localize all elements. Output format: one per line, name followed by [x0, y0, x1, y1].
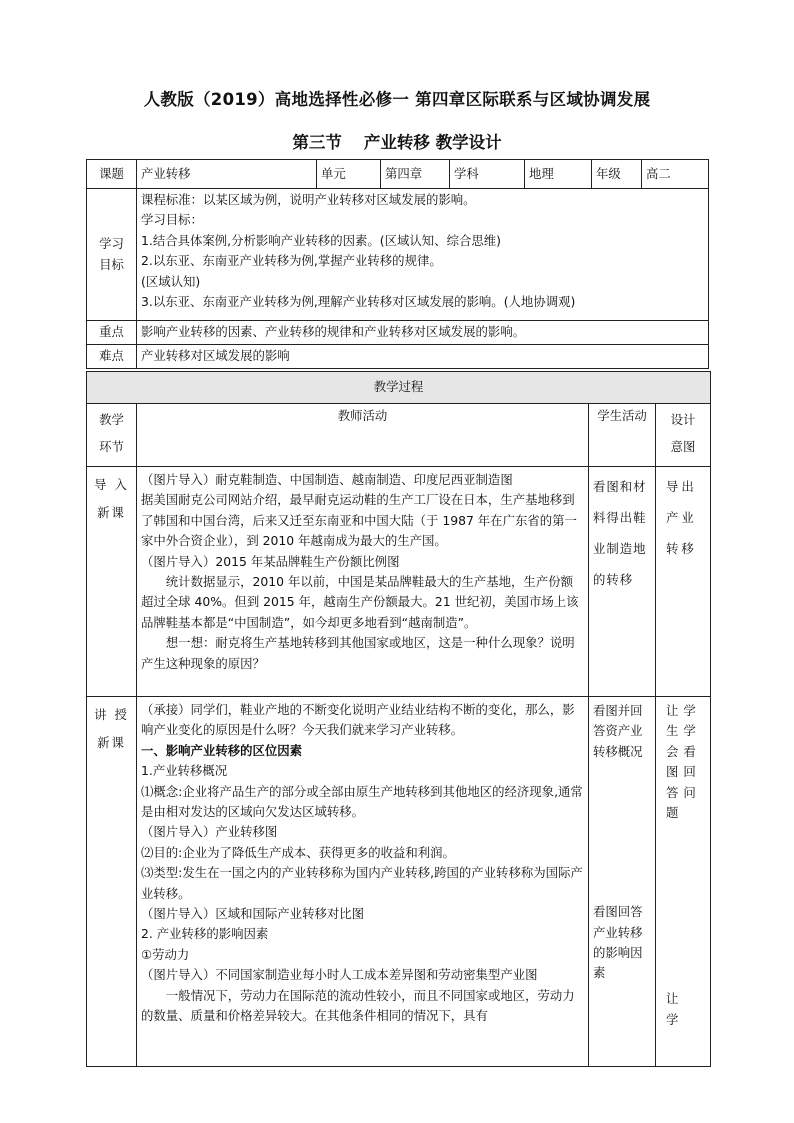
teacher-paragraph: ⑴概念:企业将产品生产的部分或全部由原生产地转移到其他地区的经济现象,通常是由相对发达的区域向欠发达区域转移。: [141, 783, 583, 820]
lecture-student: [589, 697, 656, 1067]
teacher-paragraph: 统计数据显示，2010 年以前，中国是某品牌鞋最大的生产基地，生产份额超过全球 40%。但到 2015 年，越南生产份额最大。21 世纪初，美国市场上该品牌鞋基本都是“中国制造”，如今却更多地看到“越南制造”。: [141, 574, 579, 630]
teacher-paragraph: （图片导入）不同国家制造业每小时人工成本差异图和劳动密集型产业图: [141, 967, 538, 983]
teacher-paragraph: 据美国耐克公司网站介绍，最早耐克运动鞋的生产工厂设在日本，生产基地移到了韩国和中国台湾，后来又迁至东南亚和中国大陆（于 1987 年在广东省的第一家中外合资企业），到 2010 年越南成为最大的生产国。: [141, 492, 577, 549]
process-table: [86, 371, 711, 1067]
grade-value: 高二: [642, 160, 709, 189]
lecture-stage: 讲 授 新课: [87, 697, 137, 1067]
teacher-paragraph: 2. 产业转移的影响因素: [141, 926, 269, 942]
student-activity: 看图并回答资产业转移概况: [593, 703, 643, 759]
teacher-paragraph: 1.产业转移概况: [141, 763, 228, 779]
subject-label: 学科: [450, 160, 525, 189]
key-row: [87, 321, 709, 345]
goals-body: [137, 189, 709, 321]
grade-label: 年级: [592, 160, 642, 189]
teacher-paragraph: ①劳动力: [141, 946, 190, 962]
teacher-paragraph: （图片导入）耐克鞋制造、中国制造、越南制造、印度尼西亚制造图: [141, 472, 513, 487]
key-label: 重点: [87, 321, 137, 345]
section-number: 第三节: [292, 133, 342, 152]
design-intent: 让 学: [666, 991, 684, 1027]
goals-line: 1.结合具体案例,分析影响产业转移的因素。(区域认知、综合思维): [141, 232, 501, 248]
teacher-paragraph: ⑵目的:企业为了降低生产成本、获得更多的收益和利润。: [141, 844, 455, 860]
intro-stage: 导 入 新课: [87, 467, 137, 697]
topic-value: 产业转移: [137, 160, 317, 189]
intro-teacher: [137, 467, 589, 697]
column-header-row: [87, 404, 711, 467]
unit-label: 单元: [317, 160, 381, 189]
intro-student: 看图和材料得出鞋业制造地的转移: [589, 467, 656, 697]
teacher-paragraph: （图片导入）2015 年某品牌鞋生产份额比例图: [141, 553, 400, 569]
lecture-design: [656, 697, 711, 1067]
section-name: 产业转移 教学设计: [363, 133, 502, 152]
goals-line: 2.以东亚、东南亚产业转移为例,掌握产业转移的规律。: [141, 253, 442, 269]
design-intent: 让学生学会看图回答问题: [666, 703, 701, 821]
intro-design: 导出产业转移: [656, 467, 711, 697]
info-row: [87, 160, 709, 189]
key-text: 影响产业转移的因素、产业转移的规律和产业转移对区域发展的影响。: [137, 321, 709, 345]
goals-row: [87, 189, 709, 321]
teacher-paragraph: （图片导入）产业转移图: [141, 824, 278, 840]
process-header-row: [87, 372, 711, 404]
goals-label: 学习 目标: [87, 189, 137, 321]
difficulty-text: 产业转移对区域发展的影响: [137, 345, 709, 369]
intro-row: [87, 467, 711, 697]
lesson-info-table: [86, 159, 709, 369]
student-activity: 看图回答产业转移的影响因素: [593, 904, 643, 981]
topic-label: 课题: [87, 160, 137, 189]
subject-value: 地理: [525, 160, 592, 189]
teacher-paragraph: （图片导入）区域和国际产业转移对比图: [141, 906, 365, 922]
teacher-paragraph: （承接）同学们，鞋业产地的不断变化说明产业结业结构不断的变化，那么，影响产业变化的原因是什么呀？今天我们就来学习产业转移。: [141, 702, 575, 738]
section-heading: 一、影响产业转移的区位因素: [141, 742, 303, 758]
teacher-paragraph: 想一想：耐克将生产基地转移到其他国家或地区，这是一种什么现象？说明产生这种现象的原因？: [141, 635, 575, 671]
unit-value: 第四章: [381, 160, 450, 189]
document-title: 人教版（2019）高地选择性必修一 第四章区际联系与区域协调发展: [143, 90, 651, 109]
lecture-row: [87, 697, 711, 1067]
col-teacher: 教师活动: [137, 404, 589, 467]
difficulty-label: 难点: [87, 345, 137, 369]
teacher-paragraph: ⑶类型:发生在一国之内的产业转移称为国内产业转移,跨国的产业转移称为国际产业转移。: [141, 865, 583, 901]
goals-line: 3.以东亚、东南亚产业转移为例,理解产业转移对区域发展的影响。(人地协调观): [141, 294, 576, 310]
goals-line: (区域认知): [141, 273, 201, 289]
difficulty-row: [87, 345, 709, 369]
col-student: 学生活动: [589, 404, 656, 467]
process-header: 教学过程: [87, 372, 711, 404]
col-design: 设计 意图: [656, 404, 711, 467]
teacher-paragraph: 一般情况下，劳动力在国际范的流动性较小，而且不同国家或地区，劳动力的数量、质量和价格差异较大。在其他条件相同的情况下，具有: [141, 987, 575, 1024]
goals-line: 课程标准：以某区域为例，说明产业转移对区域发展的影响。: [141, 192, 476, 207]
lecture-teacher: [137, 697, 589, 1067]
goals-line: 学习目标：: [141, 212, 203, 228]
col-stage: 教学 环节: [87, 404, 137, 467]
document-subtitle: [0, 129, 794, 153]
